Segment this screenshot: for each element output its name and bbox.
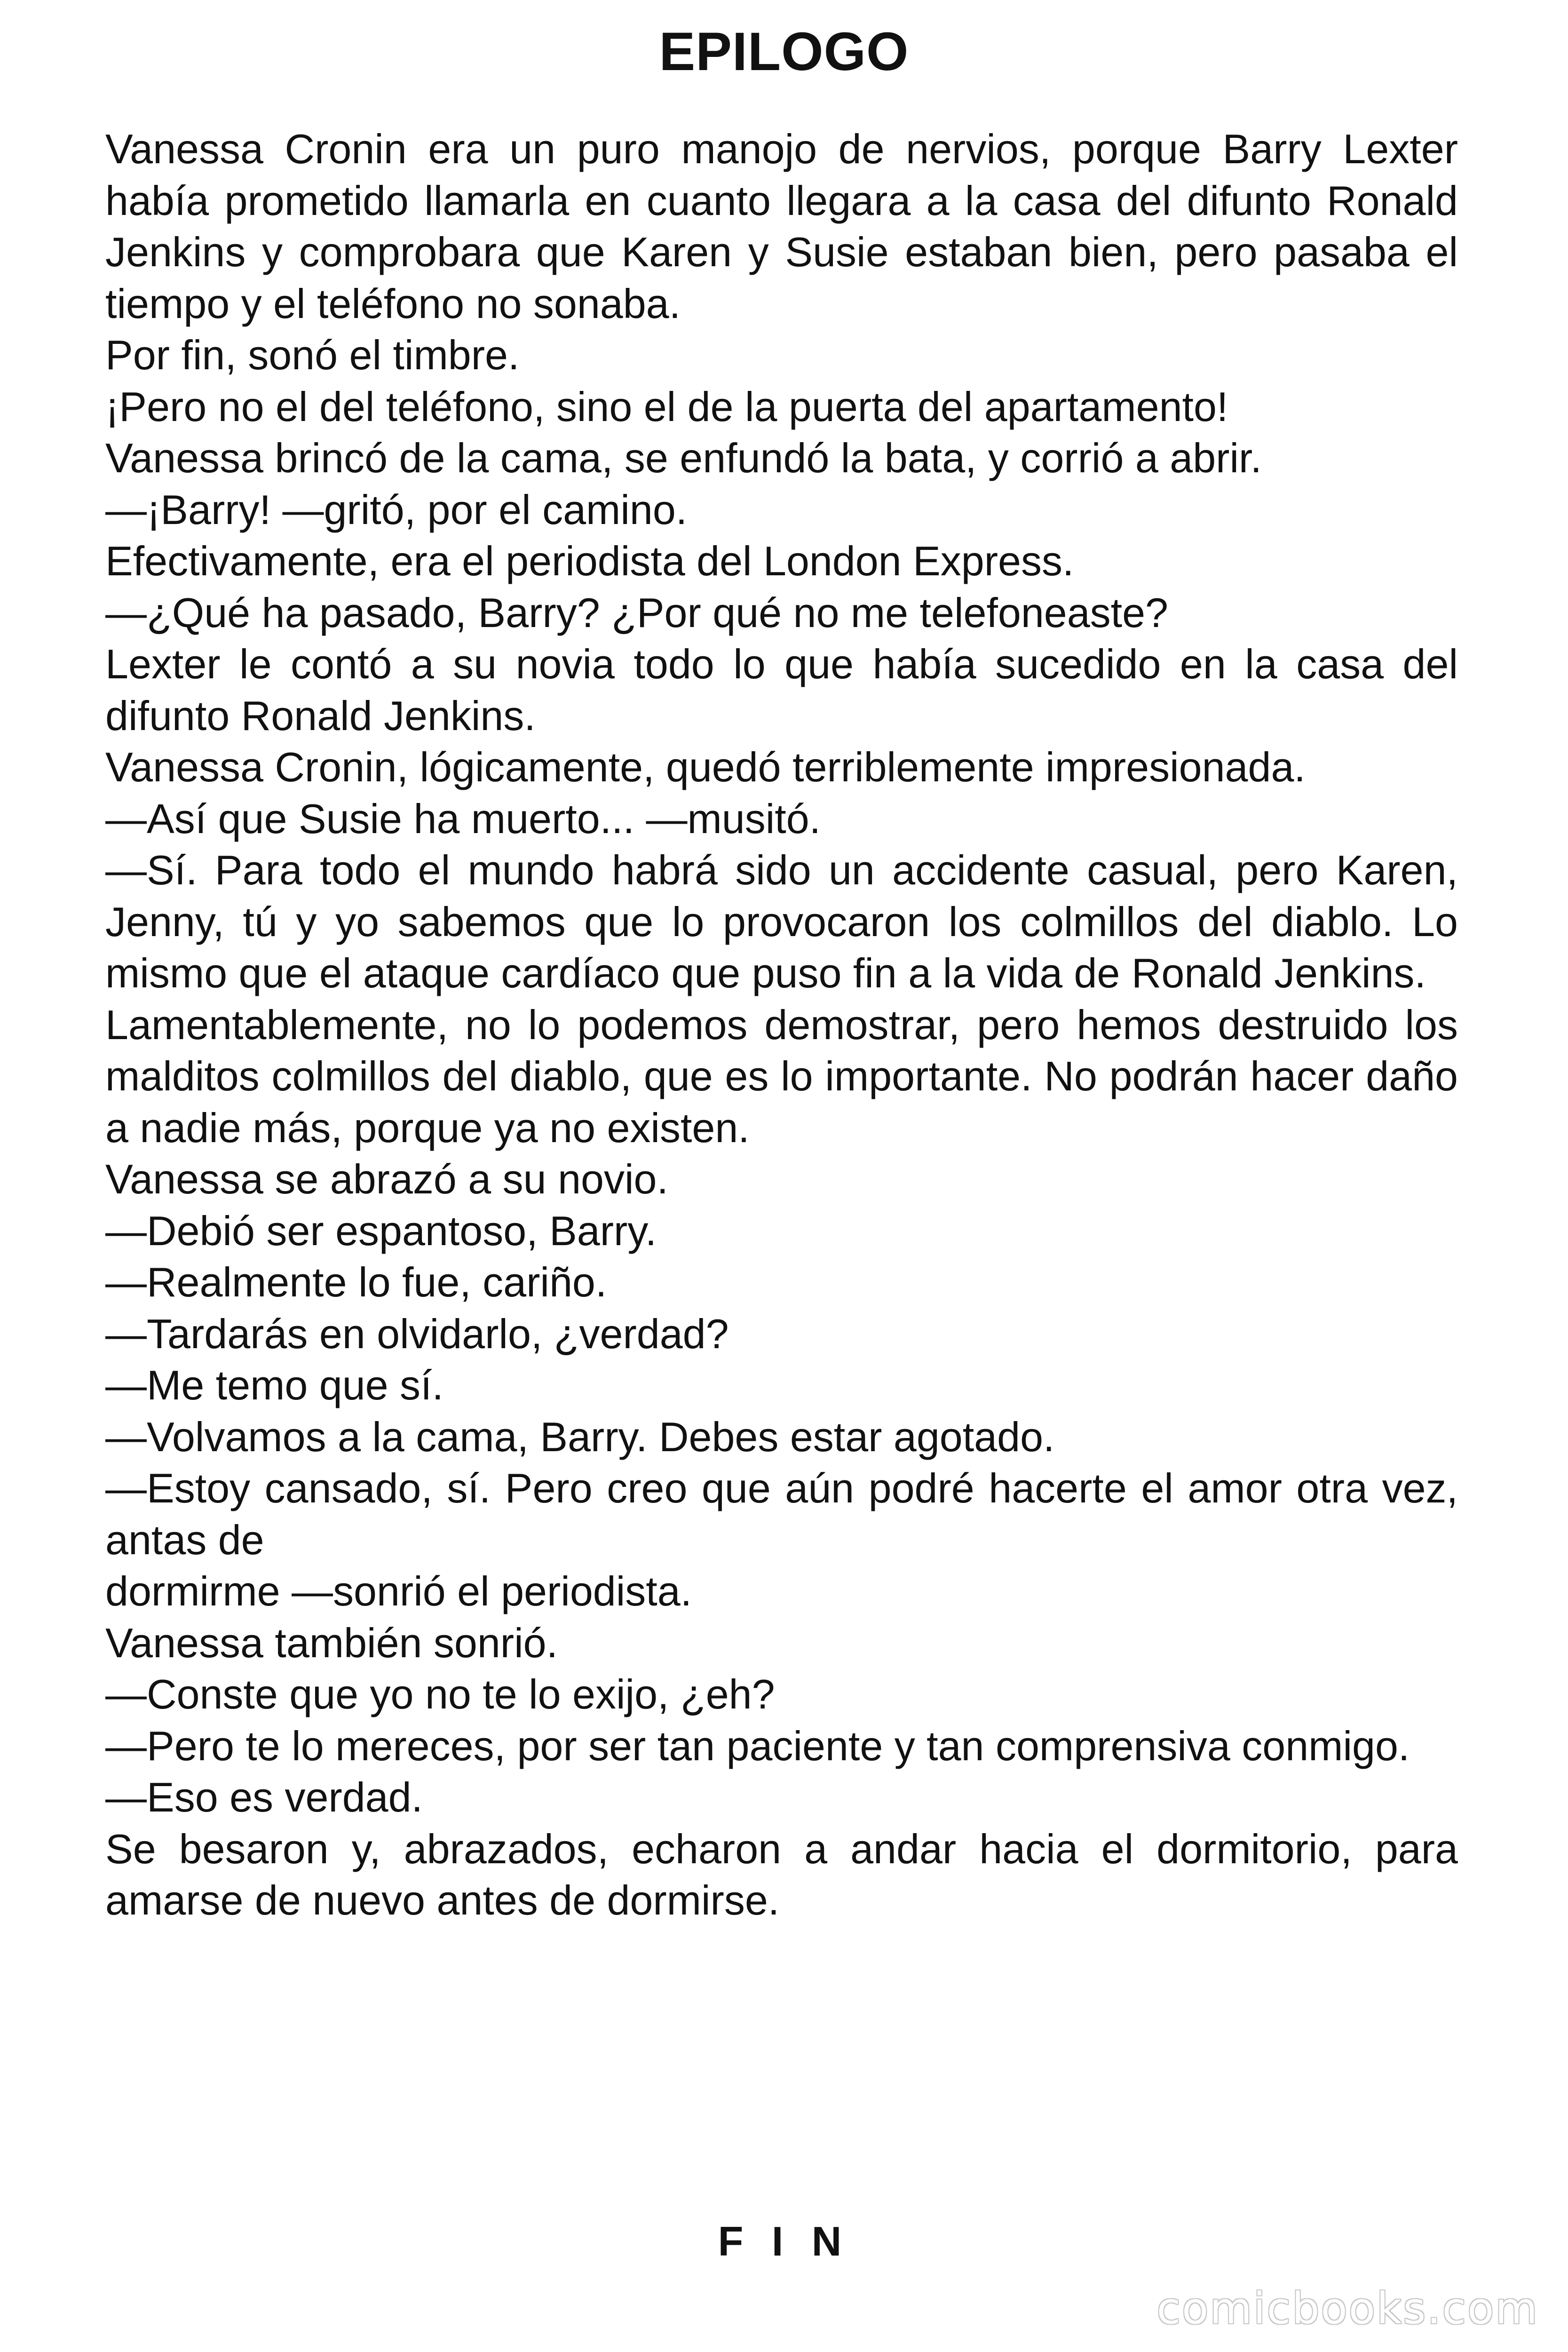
paragraph: Efectivamente, era el periodista del London Express. [105, 538, 1074, 584]
paragraph: dormirme —sonrió el periodista. [105, 1568, 692, 1614]
chapter-title: EPILOGO [659, 22, 909, 82]
ending-mark: F I N [718, 2218, 850, 2265]
paragraph: Vanessa brincó de la cama, se enfundó la bata, y corrió a abrir. [105, 435, 1262, 481]
paragraph: —Sí. Para todo el mundo habrá sido un accidente casual, pero Karen, Jenny, tú y yo sabemos que lo provocaron los colmillos del diablo. Lo mismo que el ataque cardíaco que puso fin a la vida de Ronald Jenkins. [105, 847, 1458, 996]
paragraph: —¡Barry! —gritó, por el camino. [105, 486, 688, 533]
body-text [105, 123, 1458, 1926]
paragraph: Se besaron y, abrazados, echaron a andar hacia el dormitorio, para amarse de nuevo antes de dormirse. [105, 1825, 1458, 1923]
paragraph: Lamentablemente, no lo podemos demostrar, pero hemos destruido los malditos colmillos del diablo, que es lo importante. No podrán hacer daño a nadie más, porque ya no existen. [105, 1001, 1458, 1151]
paragraph: —Estoy cansado, sí. Pero creo que aún podré hacerte el amor otra vez, antas de [105, 1465, 1458, 1563]
paragraph: —¿Qué ha pasado, Barry? ¿Por qué no me telefoneaste? [105, 589, 1168, 636]
paragraph: —Tardarás en olvidarlo, ¿verdad? [105, 1310, 729, 1357]
paragraph: Lexter le contó a su novia todo lo que había sucedido en la casa del difunto Ronald Jenkins. [105, 641, 1458, 739]
paragraph: Por fin, sonó el timbre. [105, 332, 520, 378]
paragraph: Vanessa Cronin, lógicamente, quedó terriblemente impresionada. [105, 744, 1306, 790]
paragraph: —Volvamos a la cama, Barry. Debes estar agotado. [105, 1413, 1055, 1460]
paragraph: Vanessa también sonrió. [105, 1619, 558, 1666]
paragraph: Vanessa se abrazó a su novio. [105, 1156, 668, 1202]
paragraph: —Realmente lo fue, cariño. [105, 1259, 607, 1305]
paragraph: —Debió ser espantoso, Barry. [105, 1207, 657, 1254]
paragraph: —Me temo que sí. [105, 1362, 443, 1408]
watermark-logo: comicbooks.com [1156, 2283, 1539, 2334]
paragraph: —Conste que yo no te lo exijo, ¿eh? [105, 1671, 775, 1717]
paragraph: —Así que Susie ha muerto... —musitó. [105, 795, 821, 842]
paragraph: Vanessa Cronin era un puro manojo de nervios, porque Barry Lexter había prometido llamarla en cuanto llegara a la casa del difunto Ronald Jenkins y comprobara que Karen y Susie estaban bien, pero pasaba el tiempo y el teléfono no sonaba. [105, 126, 1458, 327]
paragraph: —Eso es verdad. [105, 1774, 423, 1820]
paragraph: —Pero te lo mereces, por ser tan paciente y tan comprensiva conmigo. [105, 1722, 1410, 1769]
paragraph: ¡Pero no el del teléfono, sino el de la puerta del apartamento! [105, 383, 1228, 430]
